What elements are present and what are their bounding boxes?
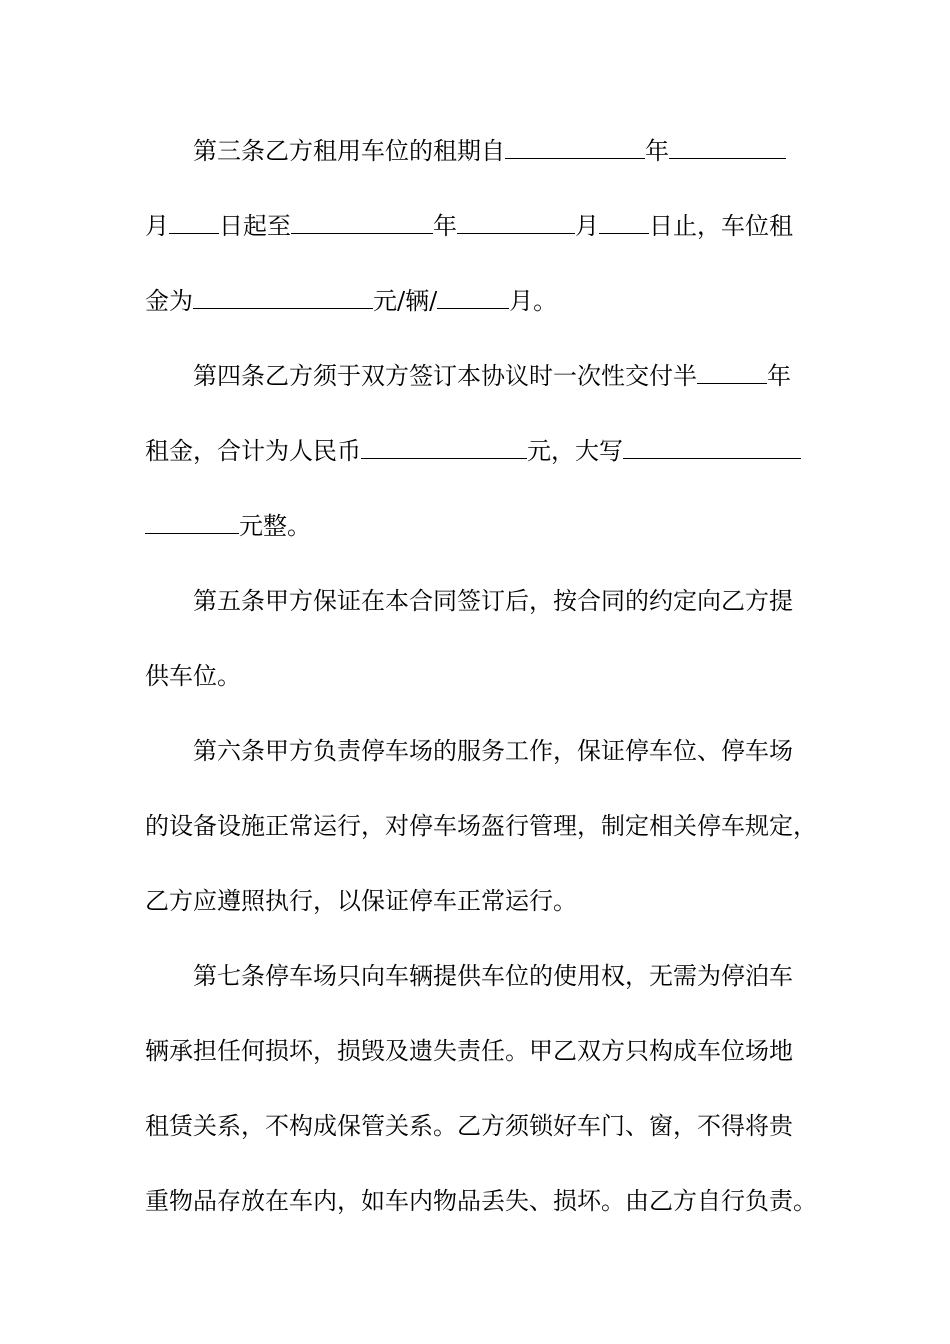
article-3-line-3 <box>145 285 825 317</box>
text-segment: 元整。 <box>239 512 311 540</box>
blank-field <box>623 438 801 459</box>
text-segment: 第七条停车场只向车辆提供车位的使用权，无需为停泊车 <box>193 962 793 990</box>
article-6-line-1 <box>193 735 873 767</box>
article-7-line-3 <box>145 1110 825 1142</box>
text-segment: 第三条乙方租用车位的租期自 <box>193 137 505 165</box>
text-segment: 月 <box>145 212 169 240</box>
text-segment: 金为 <box>145 287 193 315</box>
text-segment: 租金，合计为人民币 <box>145 437 361 465</box>
text-segment: 第六条甲方负责停车场的服务工作，保证停车位、停车场 <box>193 737 793 765</box>
blank-field <box>505 138 645 159</box>
article-3-line-1 <box>193 135 873 167</box>
text-segment: 辆承担任何损坏，损毁及遗失责任。甲乙双方只构成车位场地 <box>145 1037 793 1065</box>
article-4-line-2 <box>145 435 825 467</box>
article-5-line-2 <box>145 660 825 692</box>
article-4-line-1 <box>193 360 873 392</box>
text-segment: 日起至 <box>219 212 291 240</box>
blank-field <box>361 438 527 459</box>
text-segment: 元/辆/ <box>373 287 438 315</box>
text-segment: 年 <box>433 212 457 240</box>
text-segment: 元，大写 <box>527 437 623 465</box>
blank-field <box>291 213 433 234</box>
text-segment: 日止，车位租 <box>649 212 793 240</box>
text-segment: 年 <box>767 362 791 390</box>
text-segment: 重物品存放在车内，如车内物品丢失、损坏。由乙方自行负责。 <box>145 1187 817 1215</box>
text-segment: 供车位。 <box>145 662 241 690</box>
text-segment: 月。 <box>509 287 558 315</box>
article-7-line-2 <box>145 1035 825 1067</box>
blank-field <box>169 213 219 234</box>
article-6-line-3 <box>145 885 825 917</box>
article-4-line-3 <box>145 510 825 542</box>
blank-field <box>457 213 575 234</box>
article-7-line-4 <box>145 1185 825 1217</box>
article-7-line-1 <box>193 960 873 992</box>
article-6-line-2 <box>145 810 825 842</box>
text-segment: 月 <box>575 212 599 240</box>
blank-field <box>599 213 649 234</box>
text-segment: 年 <box>645 137 669 165</box>
text-segment: 租赁关系，不构成保管关系。乙方须锁好车门、窗，不得将贵 <box>145 1112 793 1140</box>
text-segment: 乙方应遵照执行，以保证停车正常运行。 <box>145 887 577 915</box>
blank-field <box>145 513 239 534</box>
text-segment: 第四条乙方须于双方签订本协议时一次性交付半 <box>193 362 697 390</box>
blank-field <box>437 288 509 309</box>
blank-field <box>193 288 373 309</box>
text-segment: 第五条甲方保证在本合同签订后，按合同的约定向乙方提 <box>193 587 793 615</box>
text-segment: 的设备设施正常运行，对停车场盔行管理，制定相关停车规定， <box>145 812 817 840</box>
article-3-line-2 <box>145 210 825 242</box>
blank-field <box>669 138 786 159</box>
article-5-line-1 <box>193 585 873 617</box>
blank-field <box>697 363 767 384</box>
